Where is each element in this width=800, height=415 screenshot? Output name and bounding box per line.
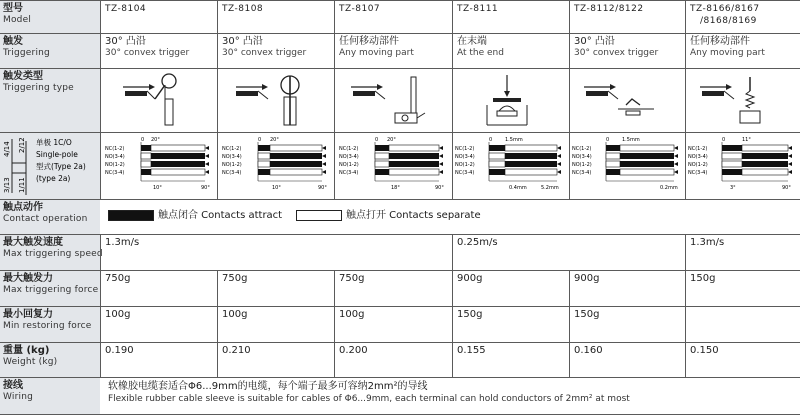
model-6: TZ-8166/8167 /8168/8169 [685,1,800,33]
svg-text:NC(1-2): NC(1-2) [455,146,475,152]
row-header-max-speed: 最大触发速度 Max triggering speed [0,235,100,270]
svg-text:3°: 3° [730,185,736,191]
row-header-pole [0,133,100,199]
row-weight [0,343,800,378]
row-contact-diagram [0,133,800,200]
weight-1: 0.190 [100,343,217,377]
svg-text:NC(1-2): NC(1-2) [105,146,125,152]
restore-6 [685,307,800,342]
speed-3: 1.3m/s [685,235,800,270]
svg-text:0: 0 [722,137,726,143]
angled-plunger-icon [574,71,684,129]
svg-text:11°: 11° [742,137,751,143]
row-max-speed [0,235,800,271]
end-plunger-icon [457,71,567,129]
row-header-contact-op: 触点动作 Contact operation [0,200,100,234]
row-trigger [0,34,800,69]
roller-plunger-icon [222,71,332,129]
weight-2: 0.210 [217,343,334,377]
trigger-6: 任何移动部件 Any moving part [685,34,800,68]
svg-text:NC(3-4): NC(3-4) [572,170,592,176]
svg-text:NO(1-2): NO(1-2) [339,162,359,168]
force-2: 750g [217,271,334,306]
pole-en: Single-pole [36,150,78,159]
svg-text:0: 0 [375,137,379,143]
pole-n2: 2/12 [18,137,26,153]
svg-text:NC(1-2): NC(1-2) [339,146,359,152]
row-header-weight: 重量 (kg) Weight (kg) [0,343,100,377]
svg-text:NO(1-2): NO(1-2) [572,162,592,168]
trigger-2: 30° 凸沿 30° convex trigger [217,34,334,68]
weight-3: 0.200 [334,343,452,377]
svg-text:NC(3-4): NC(3-4) [455,170,475,176]
weight-6: 0.150 [685,343,800,377]
svg-text:20°: 20° [387,137,396,143]
trigger-4: 在末端 At the end [452,34,569,68]
row-header-max-force: 最大触发力 Max triggering force [0,271,100,306]
wiring-cn: 软橡胶电缆套适合Φ6...9mm的电缆，每个端子最多可容纳2mm²的导线 [108,381,428,392]
pole-n4: 1/11 [18,177,26,193]
force-4: 900g [452,271,569,306]
svg-text:90°: 90° [201,185,210,191]
speed-1: 1.3m/s [100,235,452,270]
roller-lever-icon [105,71,215,129]
force-6: 150g [685,271,800,306]
force-5: 900g [569,271,685,306]
model-4: TZ-8111 [452,1,569,33]
row-header-min-restore: 最小回复力 Min restoring force [0,307,100,342]
contact-diagram-2 [217,133,334,199]
trigger-type-2 [217,69,334,132]
rod-lever-icon [339,71,449,129]
svg-text:NC(3-4): NC(3-4) [222,170,242,176]
svg-text:0: 0 [489,137,493,143]
svg-text:NO(1-2): NO(1-2) [455,162,475,168]
svg-text:0: 0 [606,137,610,143]
restore-3: 100g [334,307,452,342]
contact-diagram-3 [334,133,452,199]
pole-cn: 单极 1C/O [36,138,72,147]
model-3: TZ-8107 [334,1,452,33]
svg-text:0.2mm: 0.2mm [660,185,678,191]
svg-text:NC(1-2): NC(1-2) [688,146,708,152]
weight-4: 0.155 [452,343,569,377]
svg-text:90°: 90° [318,185,327,191]
svg-text:20°: 20° [151,137,160,143]
row-min-restore [0,307,800,343]
legend-attract: 触点闭合 Contacts attract [108,206,282,221]
row-header-trigger-type: 触发类型 Triggering type [0,69,100,132]
svg-text:NC(1-2): NC(1-2) [222,146,242,152]
svg-text:NO(3-4): NO(3-4) [688,154,708,160]
contact-diagram-4 [452,133,569,199]
pole-n3: 3/13 [3,177,11,193]
spring-rod-icon [690,71,800,129]
svg-text:NO(3-4): NO(3-4) [222,154,242,160]
pole-n1: 4/14 [3,141,11,157]
trigger-3: 任何移动部件 Any moving part [334,34,452,68]
row-contact-operation [0,200,800,235]
trigger-type-5 [569,69,685,132]
legend-separate: 触点打开 Contacts separate [296,206,481,221]
row-header-wiring: 接线 Wiring [0,378,100,414]
restore-1: 100g [100,307,217,342]
trigger-type-3 [334,69,452,132]
trigger-type-6 [685,69,800,132]
svg-text:1.5mm: 1.5mm [505,137,523,143]
model-1: TZ-8104 [100,1,217,33]
pole-cn2: 型式(Type 2a) [36,162,86,171]
svg-text:NO(3-4): NO(3-4) [455,154,475,160]
row-header-trigger: 触发 Triggering [0,34,100,68]
row-trigger-type [0,69,800,133]
svg-text:NC(3-4): NC(3-4) [339,170,359,176]
svg-text:NO(3-4): NO(3-4) [572,154,592,160]
svg-text:5.2mm: 5.2mm [541,185,559,191]
wiring-desc [100,378,800,414]
trigger-5: 30° 凸沿 30° convex trigger [569,34,685,68]
svg-text:10°: 10° [153,185,162,191]
model-en: Model [3,15,32,25]
svg-text:18°: 18° [391,185,400,191]
row-header-model [0,1,100,33]
model-5: TZ-8112/8122 [569,1,685,33]
svg-text:90°: 90° [782,185,791,191]
legend-solid-swatch [108,210,154,221]
contact-diagram-1 [100,133,217,199]
svg-text:NO(1-2): NO(1-2) [688,162,708,168]
svg-text:NO(3-4): NO(3-4) [105,154,125,160]
svg-text:0: 0 [141,137,145,143]
contact-diagram-5 [569,133,685,199]
speed-2: 0.25m/s [452,235,685,270]
svg-text:90°: 90° [435,185,444,191]
trigger-type-1 [100,69,217,132]
model-2: TZ-8108 [217,1,334,33]
svg-text:NC(3-4): NC(3-4) [105,170,125,176]
row-wiring [0,378,800,415]
trigger-1: 30° 凸沿 30° convex trigger [100,34,217,68]
contact-legend [100,200,800,234]
svg-text:NO(3-4): NO(3-4) [339,154,359,160]
svg-text:NC(1-2): NC(1-2) [572,146,592,152]
row-max-force [0,271,800,307]
pole-en2: (type 2a) [36,174,71,183]
row-model [0,0,800,34]
svg-text:NC(3-4): NC(3-4) [688,170,708,176]
model-cn: 型号 [3,3,23,14]
force-3: 750g [334,271,452,306]
legend-open-swatch [296,210,342,221]
trigger-type-4 [452,69,569,132]
restore-5: 150g [569,307,685,342]
svg-text:0.4mm: 0.4mm [509,185,527,191]
svg-text:10°: 10° [272,185,281,191]
wiring-en: Flexible rubber cable sleeve is suitable for cables of Φ6...9mm, each terminal can hold conductors of 2mm² at most [108,394,630,404]
restore-2: 100g [217,307,334,342]
svg-text:1.5mm: 1.5mm [622,137,640,143]
restore-4: 150g [452,307,569,342]
contact-diagram-6 [685,133,800,199]
svg-text:NO(1-2): NO(1-2) [105,162,125,168]
pole-diagram [0,133,100,199]
svg-text:0: 0 [258,137,262,143]
weight-5: 0.160 [569,343,685,377]
force-1: 750g [100,271,217,306]
svg-text:20°: 20° [270,137,279,143]
svg-text:NO(1-2): NO(1-2) [222,162,242,168]
